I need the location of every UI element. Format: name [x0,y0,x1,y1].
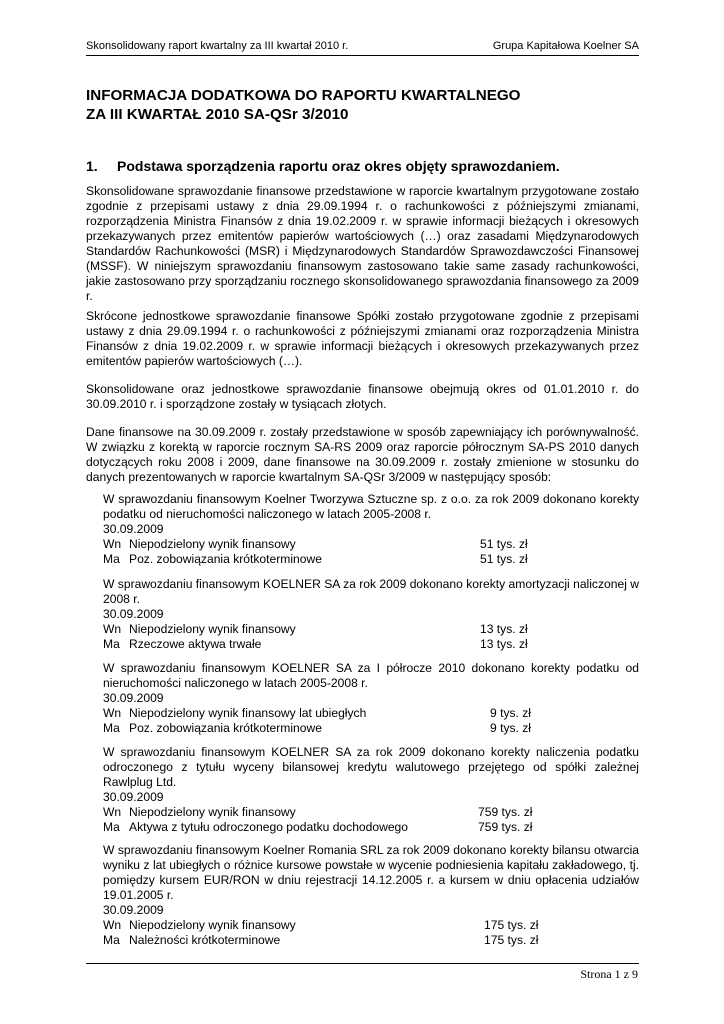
debit-code: Wn [103,918,122,932]
debit-code: Wn [103,805,122,819]
correction-date: 30.09.2009 [103,691,164,705]
debit-entry [103,706,639,721]
correction-date: 30.09.2009 [103,790,164,804]
debit-entry [103,537,639,552]
paragraph-comparability: Dane finansowe na 30.09.2009 r. zostały przedstawione w sposób zapewniający ich porównywalność. W związku z korektą w raporcie rocznym SA-RS 2009 oraz raporcie półrocznym SA-PS 2010 danych dotyczących roku 2008 i 2009, dane finansowe na 30.09.2009 r. zostały zmienione w stosunku do danych prezentowanych w raporcie kwartalnym SA-QSr 3/2009 w następujący sposób: [86,425,639,484]
section-title: Podstawa sporządzenia raportu oraz okres objęty sprawozdaniem. [117,158,560,174]
correction-text: W sprawozdaniu finansowym KOELNER SA za rok 2009 dokonano korekty naliczenia podatku odroczonego z tytułu wyceny bilansowej kredytu walutowego przejętego od spółki zależnej Rawlplug Ltd. [103,745,639,789]
title-line-1: INFORMACJA DODATKOWA DO RAPORTU KWARTALNEGO [86,87,521,104]
correction-date: 30.09.2009 [103,903,164,917]
debit-amount: 759 tys. zł [478,805,533,819]
credit-amount: 51 tys. zł [480,552,528,566]
debit-amount: 13 tys. zł [480,622,528,636]
debit-amount: 175 tys. zł [484,918,539,932]
credit-label: Poz. zobowiązania krótkoterminowe [129,721,322,735]
debit-label: Niepodzielony wynik finansowy lat ubiegłych [129,706,367,720]
debit-entry [103,622,639,637]
debit-code: Wn [103,706,122,720]
page-header [86,40,639,56]
document-title [86,86,639,124]
credit-label: Aktywa z tytułu odroczonego podatku dochodowego [129,820,409,834]
correction-date: 30.09.2009 [103,607,164,621]
credit-amount: 759 tys. zł [478,820,533,834]
credit-amount: 9 tys. zł [490,721,531,735]
credit-label: Należności krótkoterminowe [129,933,281,947]
title-line-2: ZA III KWARTAŁ 2010 SA-QSr 3/2010 [86,106,349,123]
correction-block [103,661,639,736]
credit-code: Ma [103,820,120,834]
page-number: Strona 1 z 9 [580,967,638,981]
credit-code: Ma [103,552,120,566]
header-company-name: Grupa Kapitałowa Koelner SA [492,40,639,52]
debit-code: Wn [103,622,122,636]
debit-label: Niepodzielony wynik finansowy [129,805,296,819]
credit-code: Ma [103,721,120,735]
credit-entry [103,933,639,948]
credit-entry [103,637,639,652]
correction-block [103,843,639,948]
header-report-title: Skonsolidowany raport kwartalny za III kwartał 2010 r. [86,40,349,52]
credit-code: Ma [103,933,120,947]
debit-label: Niepodzielony wynik finansowy [129,622,296,636]
debit-label: Niepodzielony wynik finansowy [129,918,296,932]
correction-text: W sprawozdaniu finansowym Koelner Romania SRL za rok 2009 dokonano korekty bilansu otwarcia wyniku z lat ubiegłych o różnice kursowe powstałe w wycenie podniesienia kapitału zakładowego, tj. pomiędzy kursem EUR/RON w dniu rejestracji 14.12.2005 r. a kursem w dniu opłacenia udziałów 19.01.2005 r. [103,843,639,902]
correction-text: W sprawozdaniu finansowym KOELNER SA za I półrocze 2010 dokonano korekty podatku od nieruchomości naliczonego w latach 2005-2008 r. [103,661,639,690]
debit-amount: 9 tys. zł [490,706,531,720]
credit-amount: 175 tys. zł [484,933,539,947]
correction-block [103,745,639,835]
correction-text: W sprawozdaniu finansowym KOELNER SA za rok 2009 dokonano korekty amortyzacji naliczonej w 2008 r. [103,577,639,606]
footer-divider [86,963,639,964]
correction-text: W sprawozdaniu finansowym Koelner Tworzywa Sztuczne sp. z o.o. za rok 2009 dokonano korekty podatku od nieruchomości naliczonego w latach 2005-2008 r. [103,492,639,521]
credit-code: Ma [103,637,120,651]
section-heading [86,158,639,174]
correction-date: 30.09.2009 [103,522,164,536]
debit-amount: 51 tys. zł [480,537,528,551]
debit-entry [103,918,639,933]
credit-entry [103,721,639,736]
section-number: 1. [86,158,98,174]
credit-entry [103,552,639,567]
paragraph-standalone: Skrócone jednostkowe sprawozdanie finansowe Spółki zostało przygotowane zgodnie z przepisami ustawy z dnia 29.09.1994 r. o rachunkowości z późniejszymi zmianami oraz rozporządzenia Ministra Finansów z dnia 19.02.2009 r. w sprawie informacji bieżących i okresowych przekazywanych przez emitentów papierów wartościowych (…). [86,309,639,368]
credit-amount: 13 tys. zł [480,637,528,651]
paragraph-period: Skonsolidowane oraz jednostkowe sprawozdanie finansowe obejmują okres od 01.01.2010 r. do 30.09.2010 r. i sporządzone zostały w tysiącach złotych. [86,382,639,411]
debit-label: Niepodzielony wynik finansowy [129,537,296,551]
credit-entry [103,820,639,835]
debit-code: Wn [103,537,122,551]
paragraph-consolidated: Skonsolidowane sprawozdanie finansowe przedstawione w raporcie kwartalnym przygotowane zostało zgodnie z przepisami ustawy z dnia 29.09.1994 r. o rachunkowości z późniejszymi zmianami, rozporządzenia Ministra Finansów z dnia 19.02.2009 r. w sprawie informacji bieżących i okresowych przekazywanych przez emitentów papierów wartościowych (…) oraz zasadami Międzynarodowych Standardów Rachunkowości (MSR) i Międzynarodowych Standardów Sprawozdawczości Finansowej (MSSF). W niniejszym sprawozdaniu finansowym zastosowano takie same zasady rachunkowości, jakie zastosowano przy sporządzaniu rocznego skonsolidowanego sprawozdania finansowego za 2009 r. [86,184,639,303]
debit-entry [103,805,639,820]
correction-block [103,577,639,652]
credit-label: Poz. zobowiązania krótkoterminowe [129,552,322,566]
credit-label: Rzeczowe aktywa trwałe [129,637,262,651]
correction-block [103,492,639,567]
